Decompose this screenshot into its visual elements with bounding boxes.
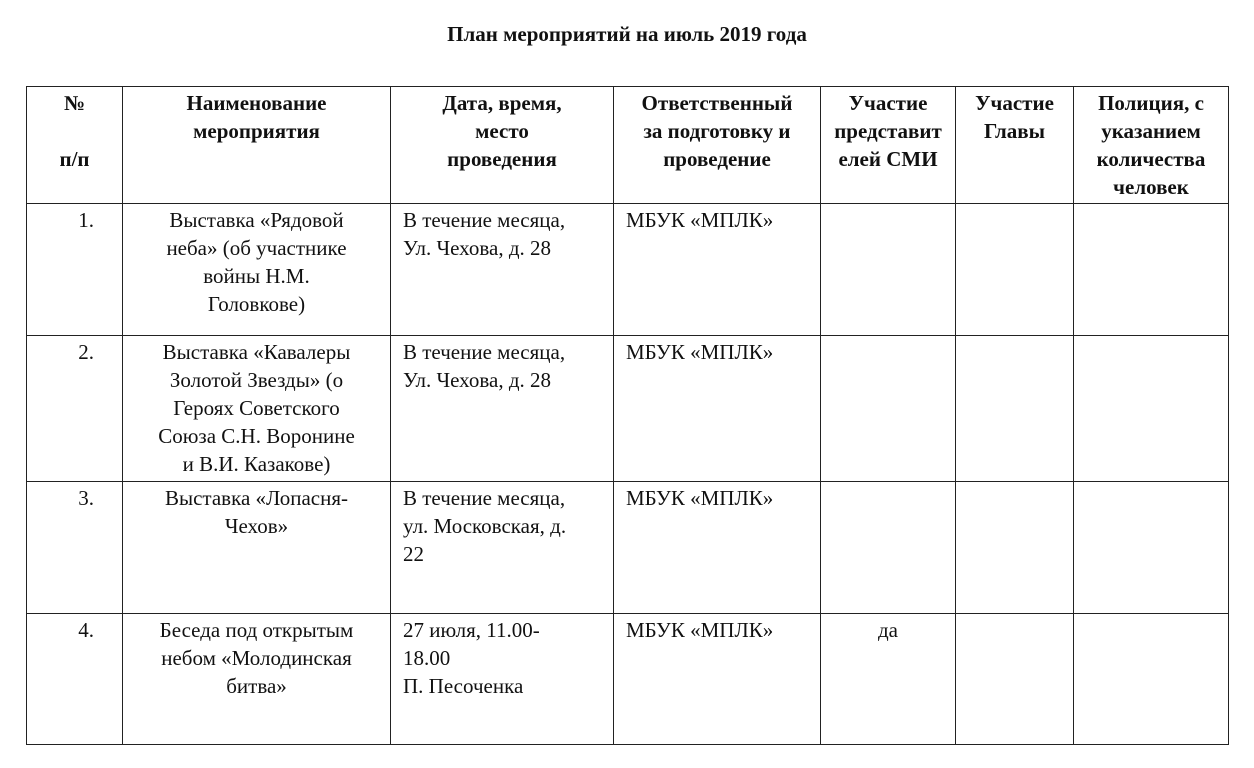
- cell-date: 27 июля, 11.00- 18.00 П. Песоченка: [391, 614, 614, 745]
- document-title: План мероприятий на июль 2019 года: [447, 22, 807, 46]
- cell-date: В течение месяца, Ул. Чехова, д. 28: [391, 204, 614, 336]
- cell-police: [1074, 336, 1229, 482]
- cell-media: [821, 336, 956, 482]
- cell-name: Выставка «Кавалеры Золотой Звезды» (о Героях Советского Союза С.Н. Воронине и В.И. Казакове): [123, 336, 391, 482]
- cell-police: [1074, 614, 1229, 745]
- header-police: Полиция, с указанием количества человек: [1074, 87, 1229, 204]
- cell-number: 3.: [27, 482, 123, 614]
- cell-media: [821, 482, 956, 614]
- cell-head: [956, 204, 1074, 336]
- cell-name: Выставка «Рядовой неба» (об участнике войны Н.М. Головкове): [123, 204, 391, 336]
- cell-number: 1.: [27, 204, 123, 336]
- cell-media: да: [821, 614, 956, 745]
- table-row: [27, 482, 1229, 614]
- cell-date: В течение месяца, Ул. Чехова, д. 28: [391, 336, 614, 482]
- cell-head: [956, 614, 1074, 745]
- header-media: Участие представит елей СМИ: [821, 87, 956, 204]
- cell-number: 4.: [27, 614, 123, 745]
- header-responsible: Ответственный за подготовку и проведение: [614, 87, 821, 204]
- cell-police: [1074, 204, 1229, 336]
- cell-name: Выставка «Лопасня- Чехов»: [123, 482, 391, 614]
- table-row: [27, 614, 1229, 745]
- cell-responsible: МБУК «МПЛК»: [614, 204, 821, 336]
- cell-responsible: МБУК «МПЛК»: [614, 614, 821, 745]
- cell-responsible: МБУК «МПЛК»: [614, 482, 821, 614]
- cell-head: [956, 482, 1074, 614]
- cell-media: [821, 204, 956, 336]
- header-row: [27, 87, 1229, 204]
- cell-date: В течение месяца, ул. Московская, д. 22: [391, 482, 614, 614]
- cell-number: 2.: [27, 336, 123, 482]
- header-head: Участие Главы: [956, 87, 1074, 204]
- header-number: № п/п: [27, 87, 123, 204]
- cell-police: [1074, 482, 1229, 614]
- table-row: [27, 336, 1229, 482]
- events-table: [26, 86, 1229, 745]
- table-row: [27, 204, 1229, 336]
- header-name: Наименование мероприятия: [123, 87, 391, 204]
- header-date: Дата, время, место проведения: [391, 87, 614, 204]
- cell-head: [956, 336, 1074, 482]
- cell-responsible: МБУК «МПЛК»: [614, 336, 821, 482]
- cell-name: Беседа под открытым небом «Молодинская битва»: [123, 614, 391, 745]
